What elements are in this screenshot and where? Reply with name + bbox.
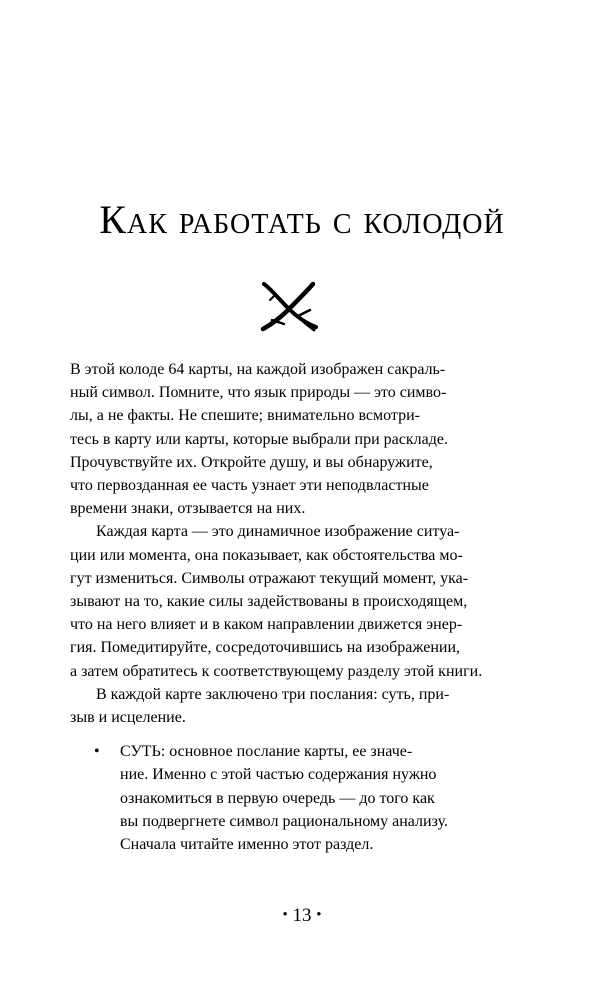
text-line: что на него влияет и в каком направлении движется энер- [70, 616, 463, 634]
text-line: Сначала читайте именно этот раздел. [120, 836, 374, 854]
text-line: гия. Помедитируйте, сосредоточившись на изображении, [70, 639, 461, 657]
list-item [70, 740, 506, 856]
text-line: ознакомиться в первую очередь — до того как [120, 789, 435, 807]
page-number-dot-left: • [282, 907, 288, 923]
text-line: ный символ. Помните, что язык природы — это симво- [70, 384, 447, 402]
bullet-list [70, 740, 506, 856]
text-line: В каждой карте заключено три послания: суть, при- [96, 685, 450, 703]
crossed-branches-icon [258, 280, 320, 332]
text-line: что первозданная ее часть узнает эти неподвластные [70, 477, 429, 495]
text-line: гут измениться. Символы отражают текущий момент, ука- [70, 569, 469, 587]
text-line: вы подвергнете символ рациональному анализу. [120, 812, 448, 830]
page-number [0, 905, 604, 927]
page-number-value: 13 [292, 905, 312, 926]
text-line: зывают на то, какие силы задействованы в происходящем, [70, 593, 468, 611]
text-line: СУТЬ: основное послание карты, ее значе- [120, 743, 413, 761]
text-line: ции или момента, она показывает, как обстоятельства мо- [70, 546, 463, 564]
page-title: Как работать с колодой [99, 197, 505, 242]
paragraph [70, 683, 506, 729]
text-line: Каждая карта — это динамичное изображение ситуа- [96, 523, 460, 541]
text-line: а затем обратитесь к соответствующему разделу этой книги. [70, 662, 483, 680]
text-line: зыв и исцеление. [70, 709, 186, 727]
bullet-marker: • [94, 743, 100, 761]
body-text [70, 358, 506, 856]
text-line: тесь в карту или карты, которые выбрали при раскладе. [70, 430, 448, 448]
paragraph [70, 358, 506, 520]
text-line: времени знаки, отзывается на них. [70, 500, 306, 518]
text-line: ние. Именно с этой частью содержания нужно [120, 766, 437, 784]
text-line: лы, а не факты. Не спешите; внимательно всмотри- [70, 407, 420, 425]
paragraph [70, 520, 506, 682]
text-line: В этой колоде 64 карты, на каждой изображен сакраль- [70, 361, 446, 378]
text-line: Прочувствуйте их. Откройте душу, и вы обнаружите, [70, 453, 433, 471]
page-number-dot-right: • [316, 907, 322, 923]
